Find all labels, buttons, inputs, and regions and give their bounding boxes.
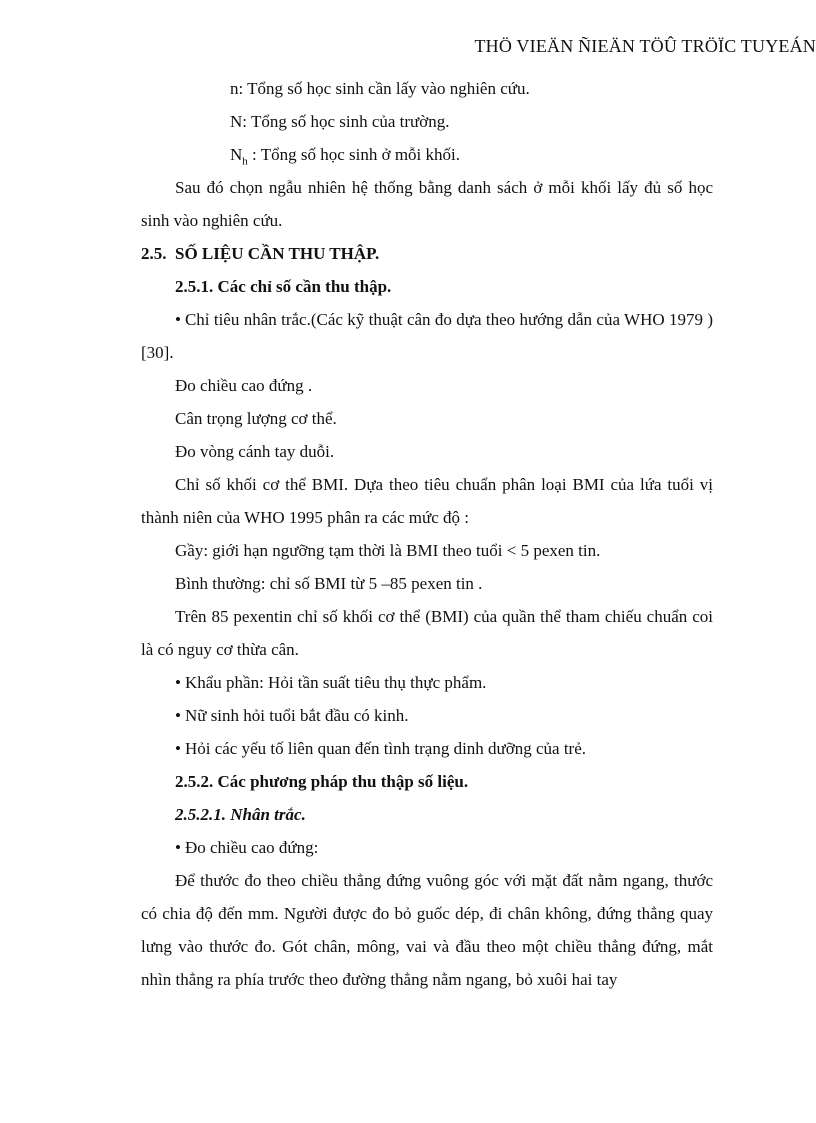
diet-text: Khẩu phần: Hỏi tần suất tiêu thụ thực phẩm. [184,673,487,692]
bullet-icon [175,706,185,725]
nh-symbol: N [230,145,243,164]
bullet-icon [175,739,185,758]
nh-subscript: h [242,155,248,168]
section-title: SỐ LIỆU CẦN THU THẬP. [175,244,380,263]
arm-item: Đo vòng cánh tay duỗi. [175,442,335,461]
bmi-paragraph: Chỉ số khối cơ thể BMI. Dựa theo tiêu chuẩn phân loại BMI của lứa tuổi vị thành niên của WHO 1995 phân ra các mức độ : [141,475,713,527]
thin-item: Gầy: giới hạn ngưỡng tạm thời là BMI theo tuổi < 5 pexen tin. [175,541,601,560]
page-header: THÖ VIEÄN ÑIEÄN TÖÛ TRÖÏC TUYEÁN [474,36,816,56]
subsubsection-heading-anthropometry: 2.5.2.1. Nhân trắc. [175,805,306,824]
height-measure-text: Đo chiều cao đứng: [184,838,319,857]
diet-item [141,666,713,699]
sampling-paragraph: Sau đó chọn ngẫu nhiên hệ thống bằng danh sách ở mỗi khối lấy đủ số học sinh vào nghiên cứu. [141,178,713,230]
definition-n: n: Tổng số học sinh cần lấy vào nghiên cứu. [230,79,530,98]
height-measure-item [141,831,713,864]
page-content [141,72,713,996]
factors-text: Hỏi các yếu tố liên quan đến tình trạng dinh dưỡng của trẻ. [184,739,587,758]
factors-item [141,732,713,765]
subsection-heading-methods: 2.5.2. Các phương pháp thu thập số liệu. [175,772,469,791]
section-number: 2.5. [141,244,167,263]
menarche-text: Nữ sinh hỏi tuổi bắt đầu có kinh. [184,706,409,725]
height-item: Đo chiều cao đứng . [175,376,313,395]
anthropometry-text: Chỉ tiêu nhân trắc.(Các kỹ thuật cân đo dựa theo hướng dẫn của WHO 1979 ) [30]. [141,310,713,362]
menarche-item [141,699,713,732]
subsection-heading-indicators: 2.5.1. Các chỉ số cần thu thập. [175,277,392,296]
definition-nh [141,138,713,171]
definition-N: N: Tổng số học sinh của trường. [230,112,450,131]
weight-item: Cân trọng lượng cơ thể. [175,409,337,428]
ruler-paragraph: Để thước đo theo chiều thẳng đứng vuông góc với mặt đất nằm ngang, thước có chia độ đến mm. Người được đo bỏ guốc dép, đi chân không, đứng thẳng quay lưng vào thước đo. Gót chân, mông, vai và đầu theo một chiều thẳng đứng, mắt nhìn thẳng ra phía trước theo đường thẳng nằm ngang, bỏ xuôi hai tay [141,871,713,989]
nh-text: : Tổng số học sinh ở mỗi khối. [247,145,460,164]
normal-item: Bình thường: chỉ số BMI từ 5 –85 pexen tin . [175,574,483,593]
bullet-icon [175,673,185,692]
bullet-icon [175,310,185,329]
overweight-paragraph: Trên 85 pexentin chỉ số khối cơ thể (BMI) của quần thể tham chiếu chuẩn coi là có nguy cơ thừa cân. [141,607,713,659]
anthropometry-paragraph [141,303,713,369]
bullet-icon [175,838,185,857]
section-heading [141,237,713,270]
